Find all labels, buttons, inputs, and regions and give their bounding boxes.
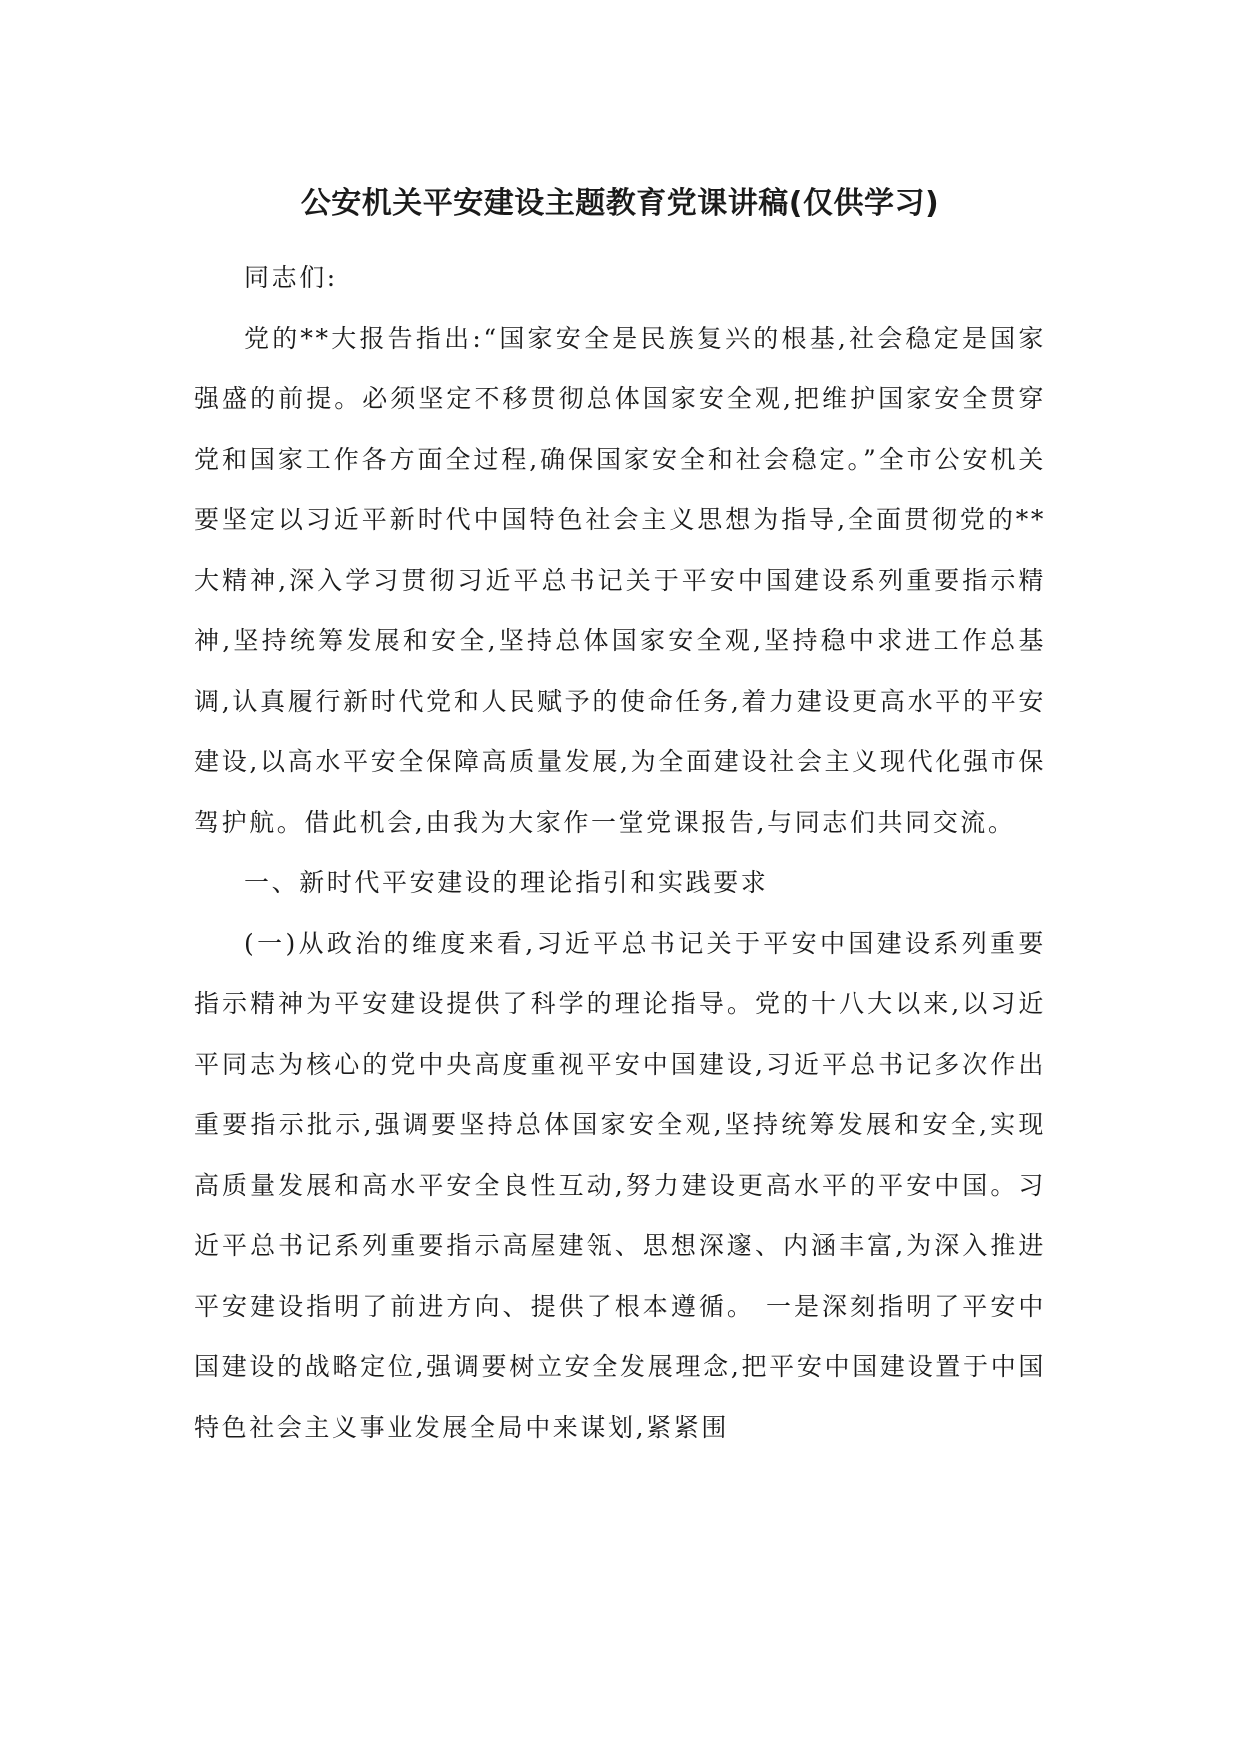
paragraph-political-dimension: (一)从政治的维度来看,习近平总书记关于平安中国建设系列重要指示精神为平安建设提供了科学的理论指导。党的十八大以来,以习近平同志为核心的党中央高度重视平安中国建设,习近平总书记多次作出重要指示批示,强调要坚持总体国家安全观,坚持统筹发展和安全,实现高质量发展和高水平安全良性互动,努力建设更高水平的平安中国。习近平总书记系列重要指示高屋建瓴、思想深邃、内涵丰富,为深入推进平安建设指明了前进方向、提供了根本遵循。 一是深刻指明了平安中国建设的战略定位,强调要树立安全发展理念,把平安中国建设置于中国特色社会主义事业发展全局中来谋划,紧紧围 [194, 928, 1046, 1442]
salutation: 同志们: [244, 263, 338, 292]
section-heading: 一、新时代平安建设的理论指引和实践要求 [244, 868, 769, 897]
paragraph-intro: 党的**大报告指出:“国家安全是民族复兴的根基,社会稳定是国家强盛的前提。必须坚定不移贯彻总体国家安全观,把维护国家安全贯穿党和国家工作各方面全过程,确保国家安全和社会稳定。”全市公安机关要坚定以习近平新时代中国特色社会主义思想为指导,全面贯彻党的**大精神,深入学习贯彻习近平总书记关于平安中国建设系列重要指示精神,坚持统筹发展和安全,坚持总体国家安全观,坚持稳中求进工作总基调,认真履行新时代党和人民赋予的使命任务,着力建设更高水平的平安建设,以高水平安全保障高质量发展,为全面建设社会主义现代化强市保驾护航。借此机会,由我为大家作一堂党课报告,与同志们共同交流。 [194, 323, 1046, 837]
document-body [194, 248, 1046, 1458]
document-title: 公安机关平安建设主题教育党课讲稿(仅供学习) [300, 186, 940, 221]
